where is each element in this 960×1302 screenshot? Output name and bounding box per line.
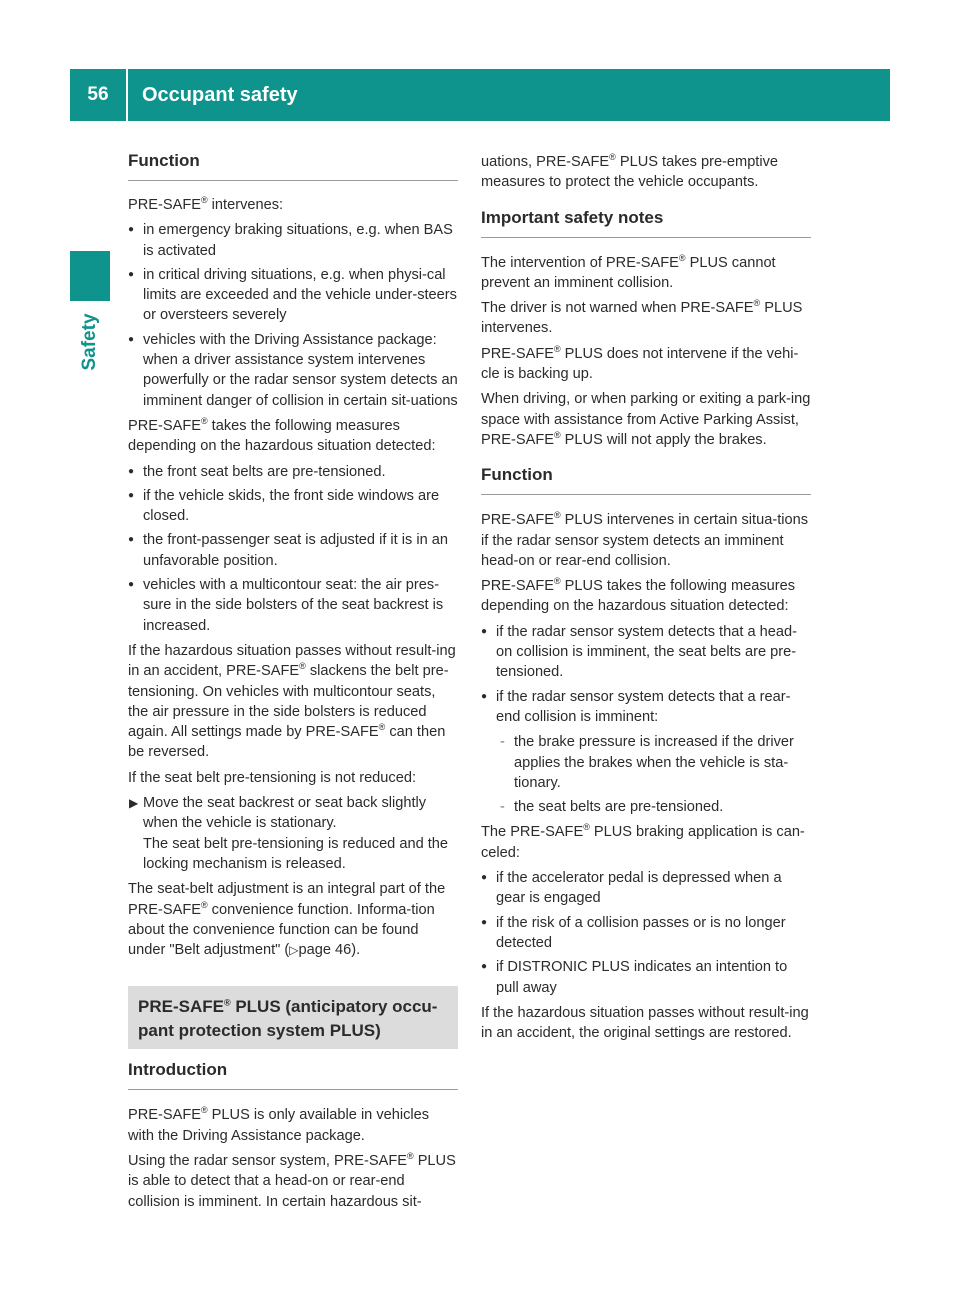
function-heading-right: Function xyxy=(481,464,811,495)
safety-notes-heading: Important safety notes xyxy=(481,207,811,238)
page-header xyxy=(70,69,890,121)
belt-adjustment-text: The seat-belt adjustment is an integral part of the PRE-SAFE® convenience function. Informa-tion about the convenience function can be found under "Belt adjustment" ( xyxy=(128,881,446,959)
list-item: ● vehicles with a multicontour seat: the air pres-sure in the side bolsters of the seat backrest is increased. xyxy=(128,575,458,636)
safety-note: The intervention of PRE-SAFE® PLUS cannot prevent an imminent collision. xyxy=(481,252,776,291)
list-item: - the brake pressure is increased if the driver applies the brakes when the vehicle is sta-tionary. xyxy=(496,732,811,793)
list-item: ● if the risk of a collision passes or is no longer detected xyxy=(481,913,811,954)
restored-paragraph: If the hazardous situation passes without result-ing in an accident, the original settings are restored. xyxy=(481,1004,809,1042)
intervention-list xyxy=(128,220,458,411)
section-title: Occupant safety xyxy=(142,84,298,106)
step-arrow-icon: ▶ xyxy=(129,796,139,811)
reversal-paragraph: If the hazardous situation passes without result-ing in an accident, PRE-SAFE® slackens the belt pre-tensioning. On vehicles with multicontour seats, the air pressure in the side bolsters is reduced again. All settings made by PRE-SAFE® can then be reversed. xyxy=(128,642,456,761)
not-reduced-paragraph: If the seat belt pre-tensioning is not reduced: xyxy=(128,769,416,786)
measures-paragraph: PRE-SAFE® takes the following measures depending on the hazardous situation detected: xyxy=(128,416,436,455)
list-item: ● the front seat belts are pre-tensioned. xyxy=(128,462,458,482)
belt-adjustment-paragraph xyxy=(128,879,458,960)
side-tab-marker xyxy=(70,251,110,301)
step-text: Move the seat backrest or seat back slightly when the vehicle is stationary. xyxy=(143,795,427,832)
right-column xyxy=(481,152,811,1048)
list-item: ● the front-passenger seat is adjusted if it is in an unfavorable position. xyxy=(128,530,458,571)
side-tab-text: Safety xyxy=(79,313,100,371)
list-item: - the seat belts are pre-tensioned. xyxy=(496,797,811,817)
step-result: The seat belt pre-tensioning is reduced and the locking mechanism is released. xyxy=(143,835,449,872)
intro-paragraph: PRE-SAFE® intervenes: xyxy=(128,195,284,213)
list-item: ● vehicles with the Driving Assistance package: when a driver assistance system intervenes powerfully or the radar sensor system detects an imminent danger of collision in certain sit-uations xyxy=(128,330,458,411)
header-divider xyxy=(126,69,128,121)
list-item: ● if the radar sensor system detects that a rear-end collision is imminent: xyxy=(481,687,811,728)
list-item: ● in critical driving situations, e.g. when physi-cal limits are exceeded and the vehicle under-steers or oversteers severely xyxy=(128,265,458,326)
safety-note: When driving, or when parking or exiting a park-ing space with assistance from Active Parking Assist, PRE-SAFE® PLUS will not apply the brakes. xyxy=(481,391,811,448)
pre-safe-plus-heading: PRE-SAFE® PLUS (anticipatory occu-pant protection system PLUS) xyxy=(128,986,458,1049)
safety-note: The driver is not warned when PRE-SAFE® PLUS intervenes. xyxy=(481,298,803,337)
list-item: ● if the accelerator pedal is depressed when a gear is engaged xyxy=(481,868,811,909)
reference-arrow-icon: ▷ xyxy=(289,943,299,958)
function-paragraph: PRE-SAFE® PLUS intervenes in certain situa-tions if the radar sensor system detects an imminent head-on or rear-end collision. xyxy=(481,510,809,569)
introduction-heading: Introduction xyxy=(128,1059,458,1090)
side-tab-label xyxy=(67,312,113,372)
list-item: ● if DISTRONIC PLUS indicates an intention to pull away xyxy=(481,957,811,998)
canceled-paragraph: The PRE-SAFE® PLUS braking application is can-celed: xyxy=(481,822,805,861)
list-item: ● if the vehicle skids, the front side windows are closed. xyxy=(128,486,458,527)
page-number: 56 xyxy=(87,84,109,105)
radar-paragraph: Using the radar sensor system, PRE-SAFE® PLUS is able to detect that a head-on or rear-end collision is imminent. In certain hazardous sit- xyxy=(128,1151,456,1210)
instruction-step xyxy=(128,793,458,874)
cancel-conditions-list xyxy=(481,868,811,998)
rear-end-measures-list xyxy=(481,732,811,817)
availability-paragraph: PRE-SAFE® PLUS is only available in vehicles with the Driving Assistance package. xyxy=(128,1105,430,1144)
safety-note: PRE-SAFE® PLUS does not intervene if the vehi-cle is backing up. xyxy=(481,343,799,383)
list-item: ● if the radar sensor system detects that a head-on collision is imminent, the seat belts are pre-tensioned. xyxy=(481,622,811,683)
continuation-paragraph: uations, PRE-SAFE® PLUS takes pre-emptive measures to protect the vehicle occupants. xyxy=(481,152,779,191)
measures-list xyxy=(128,462,458,636)
collision-list xyxy=(481,622,811,727)
left-column xyxy=(128,150,458,1217)
page-reference-link[interactable]: page 46). xyxy=(298,942,361,959)
list-item: ● in emergency braking situations, e.g. when BAS is activated xyxy=(128,220,458,261)
measures-paragraph-right: PRE-SAFE® PLUS takes the following measures depending on the hazardous situation detected: xyxy=(481,576,796,615)
function-heading: Function xyxy=(128,150,458,181)
